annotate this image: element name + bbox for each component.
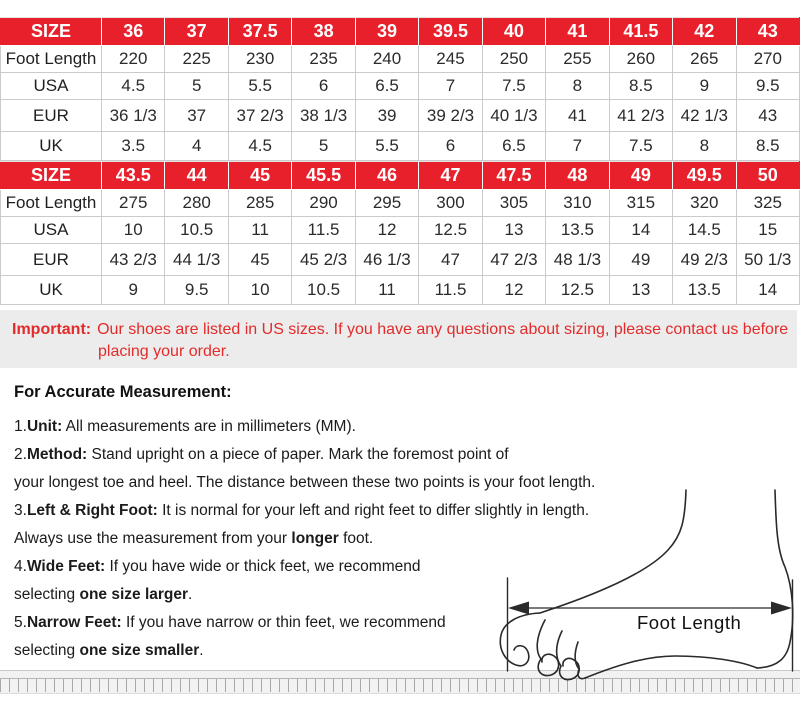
size-cell: 13.5 xyxy=(546,217,609,244)
size-cell: 5 xyxy=(165,73,228,100)
row-label: SIZE xyxy=(1,18,102,46)
size-cell: 9.5 xyxy=(165,276,228,305)
size-cell: 47 2/3 xyxy=(482,244,545,276)
size-cell: 43 2/3 xyxy=(102,244,165,276)
table-row xyxy=(1,132,800,161)
size-cell: 9.5 xyxy=(736,73,799,100)
size-cell: 45 2/3 xyxy=(292,244,355,276)
measurement-line: selecting one size smaller. xyxy=(14,642,204,659)
size-cell: 265 xyxy=(673,46,736,73)
important-notice xyxy=(0,310,797,368)
size-cell: 49.5 xyxy=(673,162,736,190)
size-cell: 280 xyxy=(165,190,228,217)
size-cell: 6.5 xyxy=(355,73,418,100)
row-label: UK xyxy=(1,276,102,305)
size-cell: 42 xyxy=(673,18,736,46)
size-cell: 5 xyxy=(292,132,355,161)
size-cell: 4.5 xyxy=(228,132,291,161)
size-cell: 39 xyxy=(355,100,418,132)
size-cell: 225 xyxy=(165,46,228,73)
size-cell: 47 xyxy=(419,162,482,190)
size-cell: 13.5 xyxy=(673,276,736,305)
size-header-row xyxy=(1,18,800,46)
size-cell: 12 xyxy=(482,276,545,305)
size-cell: 14.5 xyxy=(673,217,736,244)
size-cell: 37 2/3 xyxy=(228,100,291,132)
size-cell: 5.5 xyxy=(228,73,291,100)
size-cell: 49 xyxy=(609,162,672,190)
size-cell: 38 1/3 xyxy=(292,100,355,132)
size-cell: 230 xyxy=(228,46,291,73)
size-cell: 11.5 xyxy=(292,217,355,244)
measurement-line: your longest toe and heel. The distance between these two points is your foot length. xyxy=(14,474,596,491)
size-cell: 7.5 xyxy=(482,73,545,100)
size-cell: 14 xyxy=(736,276,799,305)
size-cell: 300 xyxy=(419,190,482,217)
size-cell: 6 xyxy=(419,132,482,161)
size-cell: 47.5 xyxy=(482,162,545,190)
measurement-line: 2.Method: Stand upright on a piece of paper. Mark the foremost point of xyxy=(14,446,509,463)
size-cell: 285 xyxy=(228,190,291,217)
size-cell: 6 xyxy=(292,73,355,100)
size-cell: 11 xyxy=(228,217,291,244)
row-label: EUR xyxy=(1,100,102,132)
size-cell: 12 xyxy=(355,217,418,244)
size-cell: 41 2/3 xyxy=(609,100,672,132)
measurement-line: 1.Unit: All measurements are in millimeters (MM). xyxy=(14,418,356,435)
size-cell: 37 xyxy=(165,100,228,132)
table-row xyxy=(1,190,800,217)
size-cell: 3.5 xyxy=(102,132,165,161)
size-cell: 10 xyxy=(102,217,165,244)
size-table-43-50 xyxy=(0,161,800,305)
size-cell: 10.5 xyxy=(292,276,355,305)
size-cell: 45 xyxy=(228,162,291,190)
size-cell: 9 xyxy=(102,276,165,305)
table-row xyxy=(1,100,800,132)
size-table-36-43 xyxy=(0,17,800,161)
size-cell: 13 xyxy=(482,217,545,244)
notice-body: Our shoes are listed in US sizes. If you have any questions about sizing, please contact us before placing your order. xyxy=(97,321,789,360)
size-cell: 8 xyxy=(546,73,609,100)
row-label: EUR xyxy=(1,244,102,276)
size-cell: 8.5 xyxy=(736,132,799,161)
size-cell: 38 xyxy=(292,18,355,46)
size-cell: 13 xyxy=(609,276,672,305)
size-cell: 275 xyxy=(102,190,165,217)
size-cell: 40 1/3 xyxy=(482,100,545,132)
size-cell: 39 2/3 xyxy=(419,100,482,132)
size-cell: 42 1/3 xyxy=(673,100,736,132)
size-cell: 220 xyxy=(102,46,165,73)
table-row xyxy=(1,73,800,100)
size-cell: 245 xyxy=(419,46,482,73)
size-cell: 8 xyxy=(673,132,736,161)
size-cell: 260 xyxy=(609,46,672,73)
size-cell: 7 xyxy=(546,132,609,161)
measurement-line: 5.Narrow Feet: If you have narrow or thin feet, we recommend xyxy=(14,614,446,631)
row-label: SIZE xyxy=(1,162,102,190)
row-label: UK xyxy=(1,132,102,161)
table-row xyxy=(1,46,800,73)
measurement-line: 4.Wide Feet: If you have wide or thick feet, we recommend xyxy=(14,558,421,575)
size-cell: 7.5 xyxy=(609,132,672,161)
size-cell: 5.5 xyxy=(355,132,418,161)
size-cell: 290 xyxy=(292,190,355,217)
size-cell: 47 xyxy=(419,244,482,276)
size-cell: 250 xyxy=(482,46,545,73)
size-cell: 320 xyxy=(673,190,736,217)
size-cell: 41 xyxy=(546,100,609,132)
size-cell: 41.5 xyxy=(609,18,672,46)
size-cell: 10.5 xyxy=(165,217,228,244)
size-cell: 12.5 xyxy=(419,217,482,244)
size-cell: 240 xyxy=(355,46,418,73)
size-cell: 310 xyxy=(546,190,609,217)
size-cell: 43 xyxy=(736,18,799,46)
table-row xyxy=(1,276,800,305)
size-cell: 14 xyxy=(609,217,672,244)
size-cell: 45 xyxy=(228,244,291,276)
size-cell: 43 xyxy=(736,100,799,132)
size-cell: 39 xyxy=(355,18,418,46)
size-cell: 44 xyxy=(165,162,228,190)
size-cell: 40 xyxy=(482,18,545,46)
row-label: USA xyxy=(1,217,102,244)
row-label: Foot Length xyxy=(1,190,102,217)
size-cell: 49 xyxy=(609,244,672,276)
row-label: USA xyxy=(1,73,102,100)
size-cell: 315 xyxy=(609,190,672,217)
size-cell: 41 xyxy=(546,18,609,46)
size-cell: 8.5 xyxy=(609,73,672,100)
ruler-ticks xyxy=(0,678,800,692)
size-cell: 305 xyxy=(482,190,545,217)
ruler-graphic xyxy=(0,670,800,694)
size-header-row xyxy=(1,162,800,190)
size-cell: 36 xyxy=(102,18,165,46)
size-cell: 37.5 xyxy=(228,18,291,46)
size-cell: 270 xyxy=(736,46,799,73)
notice-text xyxy=(12,319,789,363)
size-cell: 15 xyxy=(736,217,799,244)
measurement-line: selecting one size larger. xyxy=(14,586,193,603)
row-label: Foot Length xyxy=(1,46,102,73)
size-cell: 10 xyxy=(228,276,291,305)
size-cell: 36 1/3 xyxy=(102,100,165,132)
size-cell: 235 xyxy=(292,46,355,73)
size-cell: 295 xyxy=(355,190,418,217)
size-cell: 50 1/3 xyxy=(736,244,799,276)
size-cell: 46 1/3 xyxy=(355,244,418,276)
size-cell: 4 xyxy=(165,132,228,161)
size-cell: 6.5 xyxy=(482,132,545,161)
size-cell: 11 xyxy=(355,276,418,305)
size-cell: 46 xyxy=(355,162,418,190)
size-cell: 48 xyxy=(546,162,609,190)
table-row xyxy=(1,217,800,244)
size-cell: 11.5 xyxy=(419,276,482,305)
notice-label: Important: xyxy=(12,321,92,338)
size-cell: 44 1/3 xyxy=(165,244,228,276)
measurement-line: Always use the measurement from your longer foot. xyxy=(14,530,374,547)
size-cell: 43.5 xyxy=(102,162,165,190)
size-cell: 50 xyxy=(736,162,799,190)
size-cell: 325 xyxy=(736,190,799,217)
size-cell: 45.5 xyxy=(292,162,355,190)
size-cell: 9 xyxy=(673,73,736,100)
size-cell: 255 xyxy=(546,46,609,73)
size-cell: 12.5 xyxy=(546,276,609,305)
size-cell: 37 xyxy=(165,18,228,46)
size-cell: 4.5 xyxy=(102,73,165,100)
table-row xyxy=(1,244,800,276)
foot-length-label: Foot Length xyxy=(637,612,742,633)
size-cell: 39.5 xyxy=(419,18,482,46)
size-cell: 7 xyxy=(419,73,482,100)
size-cell: 48 1/3 xyxy=(546,244,609,276)
size-cell: 49 2/3 xyxy=(673,244,736,276)
measurement-line: 3.Left & Right Foot: It is normal for your left and right feet to differ slightly in length. xyxy=(14,502,590,519)
measurement-heading: For Accurate Measurement: xyxy=(14,383,232,401)
